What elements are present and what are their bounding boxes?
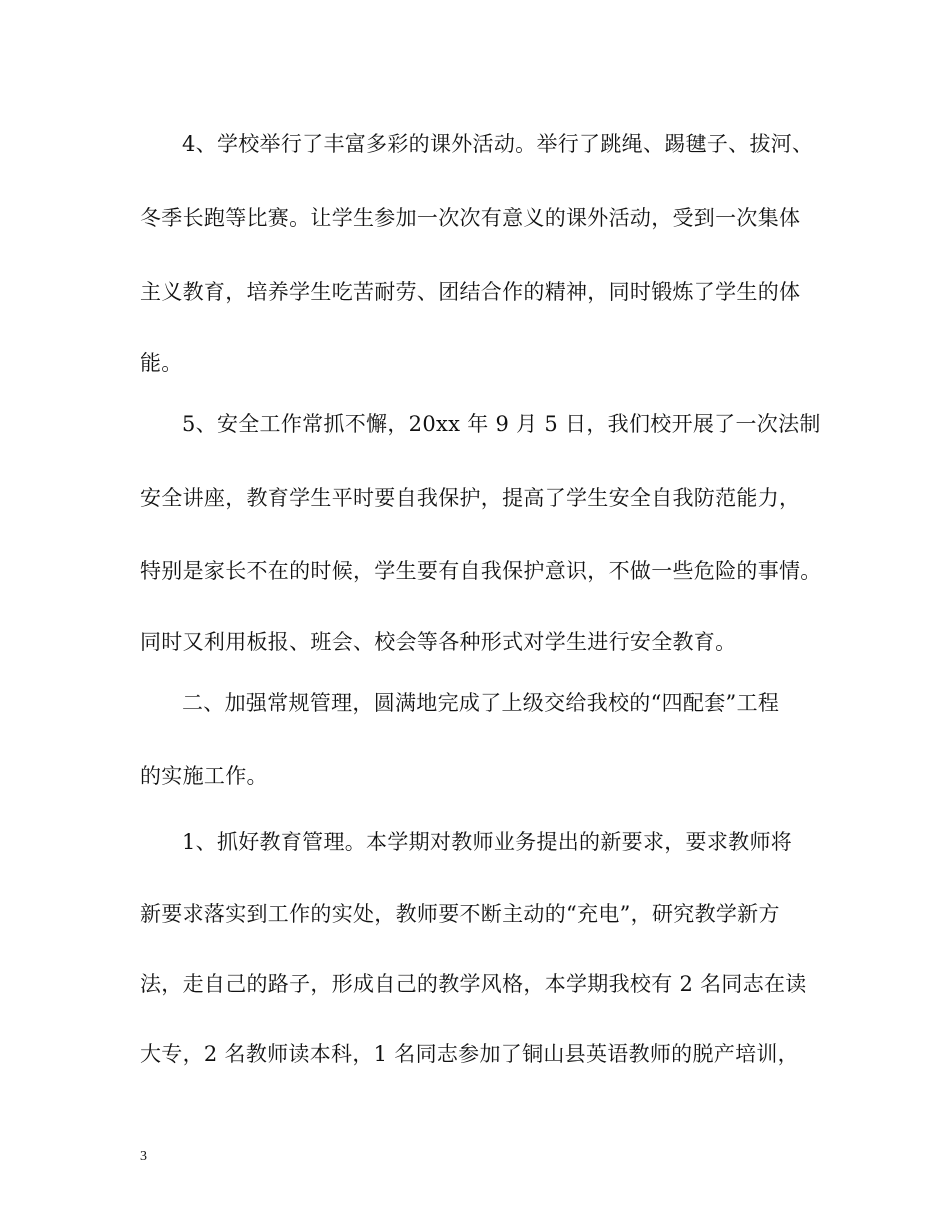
text-line: 安全讲座，教育学生平时要自我保护，提高了学生安全自我防范能力， bbox=[140, 486, 801, 510]
text-line: 5、安全工作常抓不懈，20xx 年 9 月 5 日，我们校开展了一次法制 bbox=[182, 412, 821, 436]
text-line: 1、抓好教育管理。本学期对教师业务提出的新要求，要求教师将 bbox=[182, 830, 793, 854]
text-line: 的实施工作。 bbox=[140, 764, 268, 788]
text-line: 4、学校举行了丰富多彩的课外活动。举行了跳绳、踢毽子、拔河、 bbox=[182, 132, 814, 156]
text-line: 新要求落实到工作的实处，教师要不断主动的“充电”，研究教学新方 bbox=[140, 902, 780, 926]
page-number: 3 bbox=[140, 1149, 147, 1164]
text-line: 二、加强常规管理，圆满地完成了上级交给我校的“四配套”工程 bbox=[182, 691, 780, 715]
text-line: 同时又利用板报、班会、校会等各种形式对学生进行安全教育。 bbox=[140, 630, 737, 654]
text-line: 能。 bbox=[140, 351, 183, 375]
text-line: 大专，2 名教师读本科，1 名同志参加了铜山县英语教师的脱产培训， bbox=[140, 1042, 799, 1066]
text-line: 主义教育，培养学生吃苦耐劳、团结合作的精神，同时锻炼了学生的体 bbox=[140, 280, 801, 304]
text-line: 特别是家长不在的时候，学生要有自我保护意识，不做一些危险的事情。 bbox=[140, 559, 822, 583]
text-line: 冬季长跑等比赛。让学生参加一次次有意义的课外活动，受到一次集体 bbox=[140, 206, 801, 230]
text-line: 法，走自己的路子，形成自己的教学风格，本学期我校有 2 名同志在读 bbox=[140, 972, 807, 996]
